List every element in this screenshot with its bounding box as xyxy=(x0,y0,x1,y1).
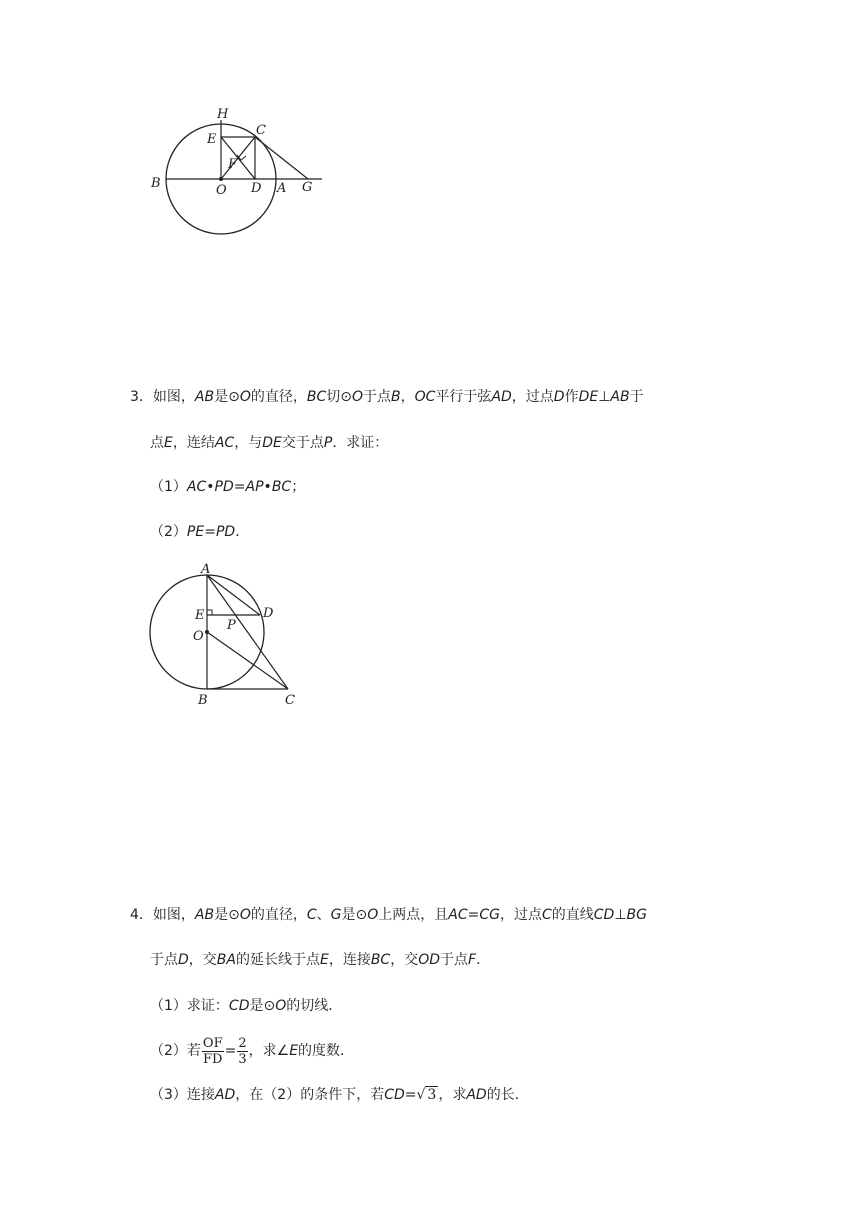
label-d: D xyxy=(251,181,262,196)
label-a: A xyxy=(201,562,211,577)
label-b: B xyxy=(151,176,161,191)
label-g: G xyxy=(302,180,313,195)
label-f: F xyxy=(228,157,238,172)
q4-part3: （3）连接AD，在（2）的条件下，若CD=√ 3 ，求AD的长． xyxy=(150,1087,529,1103)
label-c: C xyxy=(256,123,266,138)
sqrt-three: √ 3 xyxy=(416,1087,437,1103)
q3-line1: 3．如图，AB是⊙O的直径，BC切⊙O于点B，OC平行于弦AD，过点D作DE⊥AB于 xyxy=(130,389,644,405)
q4-line2: 于点D，交BA的延长线于点E，连接BC，交OD于点F． xyxy=(150,952,491,968)
fraction-two-thirds: $\frac{2}{3}$ xyxy=(238,1035,247,1067)
label-e: E xyxy=(195,608,205,623)
q4-part1: （1）求证：CD是⊙O的切线． xyxy=(150,998,343,1014)
figure-2-circle-diagram xyxy=(140,558,310,713)
label-c: C xyxy=(285,693,295,708)
q3-part1: （1）AC•PD=AP•BC； xyxy=(150,479,306,495)
figure-1-circle-diagram xyxy=(140,100,340,245)
q3-part2: （2）PE=PD． xyxy=(150,524,250,540)
label-o: O xyxy=(216,183,227,198)
label-o: O xyxy=(193,629,204,644)
label-d: D xyxy=(263,606,274,621)
right-angle-mark xyxy=(207,610,212,615)
center-dot xyxy=(219,177,223,181)
label-p: P xyxy=(227,618,236,633)
label-b: B xyxy=(198,693,208,708)
q3-line2: 点E，连结AC，与DE交于点P．求证： xyxy=(150,435,389,451)
center-dot xyxy=(205,630,209,634)
q4-line1: 4．如图，AB是⊙O的直径，C、G是⊙O上两点，且AC=CG，过点C的直线CD⊥BG xyxy=(130,907,647,923)
segment-oc xyxy=(207,632,288,689)
label-e: E xyxy=(207,132,217,147)
fraction-of-fd: $\frac{OF}{FD}$ xyxy=(202,1035,223,1067)
label-h: H xyxy=(217,107,229,122)
q4-part2: （2）若 $\frac{OF}{FD}$ = $\frac{2}{3}$ ，求∠E的度数． xyxy=(150,1035,355,1067)
tangent-cg xyxy=(255,137,308,179)
label-a: A xyxy=(277,181,287,196)
